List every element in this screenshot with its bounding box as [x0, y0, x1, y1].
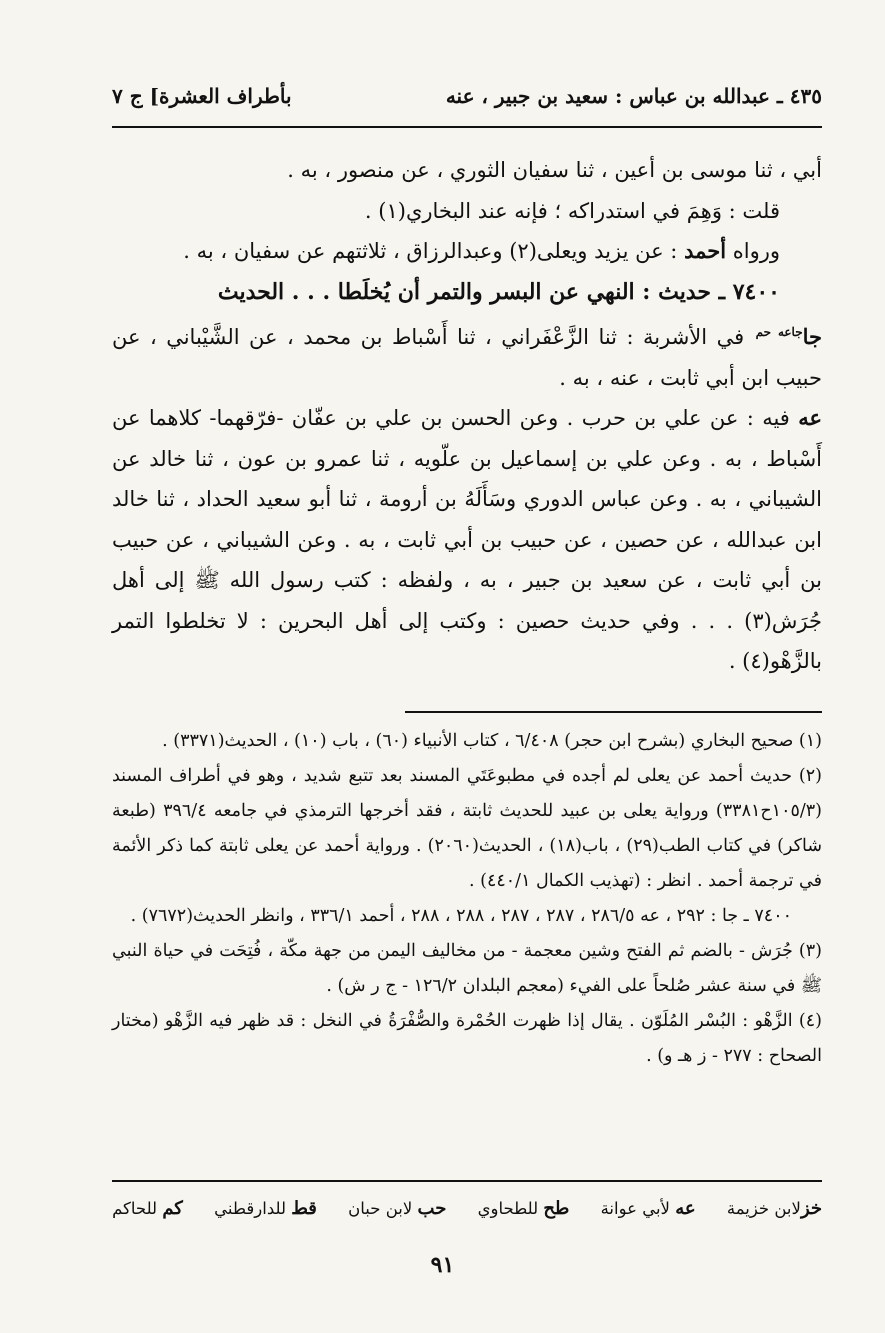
- header-rule: [112, 126, 822, 128]
- footnote: (٣) جُرَش - بالضم ثم الفتح وشين معجمة - من مخاليف اليمن من جهة مكّة ، فُتِحَت في حياة النبي ﷺ في سنة عشر صُلحاً على الفيء (معجم البلدان ١٢٦/٢ - ج ر ش) .: [112, 941, 822, 996]
- footnote: (٢) حديث أحمد عن يعلى لم أجده في مطبوعَتَي المسند بعد تتبع شديد ، وهو في أطراف المسند (١٠٥/٣ح٣٣٨١) ورواية يعلى بن عبيد للحديث ثابتة ، فقد أخرجها الترمذي في جامعه ٣٩٦/٤ (طبعة شاكر) في كتاب الطب(٢٩) ، باب(١٨) ، الحديث(٢٠٦٠) . ورواية أحمد عن يعلى ثابتة كما ذكر الأئمة في ترجمة أحمد . انظر : (تهذيب الكمال ٤٤٠/١) .: [112, 766, 822, 891]
- text-line: قلت : وَهِمَ في استدراكه ؛ فإنه عند البخاري(١) .: [364, 198, 780, 223]
- source-note: جاعه حم: [755, 325, 803, 339]
- text-segment: ورواه: [732, 239, 780, 263]
- narrator-name: أحمد: [684, 238, 727, 263]
- abbreviation-key: [112, 1193, 822, 1223]
- abbreviation-item: خزلابن خزيمة: [726, 1197, 822, 1219]
- footnote: ٧٤٠٠ ـ جا : ٢٩٢ ، عه ٢٨٦/٥ ، ٢٨٧ ، ٢٨٧ ، ٢٨٨ ، ٢٨٨ ، أحمد ٣٣٦/١ ، وانظر الحديث(٧٦٧٢) .: [130, 906, 792, 926]
- footnote: (٤) الزَّهْو : البُسْر المُلَوّن . يقال إذا ظهرت الحُمْرة والصُّفْرَةُ في النخل : قد ظهر فيه الزَّهْو (مختار الصحاح : ٢٧٧ - ز هـ و) .: [112, 1011, 822, 1066]
- header-left-text: ٤٣٥ ـ عبدالله بن عباس : سعيد بن جبير ، عنه: [445, 84, 822, 108]
- source-paragraph: [112, 312, 822, 398]
- text-segment: : عن يزيد ويعلى(٢) وعبدالرزاق ، ثلاثتهم عن سفيان ، به .: [183, 239, 678, 263]
- text-line: أبي ، ثنا موسى بن أعين ، ثنا سفيان الثوري ، عن منصور ، به .: [287, 158, 822, 182]
- text-line: [112, 231, 822, 272]
- abbreviation-item: قط للدارقطني: [214, 1197, 317, 1219]
- abbreviation-item: كم للحاكم: [112, 1197, 183, 1219]
- abbreviation-item: طح للطحاوي: [477, 1197, 570, 1219]
- source-text: في الأشربة : ثنا الزَّعْفَراني ، ثنا أَسْباط بن محمد ، عن الشَّيْباني ، عن حبيب ابن أبي ثابت ، عنه ، به .: [112, 325, 822, 390]
- running-header: [112, 76, 822, 116]
- footnotes: [112, 724, 822, 1074]
- source-paragraph: [112, 398, 822, 682]
- abbreviation-item: حب لابن حبان: [348, 1197, 447, 1219]
- source-text: فيه : عن علي بن حرب . وعن الحسن بن علي بن عفّان -فرّقهما- كلاهما عن أَسْباط ، به . وعن علي بن إسماعيل بن علّويه ، ثنا عمرو بن عون ، ثنا خالد عن الشيباني ، به . وعن عباس الدوري وسَأَلَهُ بن أرومة ، ثنا أبو سعيد الحداد ، ثنا خالد ابن عبدالله ، عن حصين ، عن حبيب بن أبي ثابت ، به . وعن الشيباني ، عن حبيب بن أبي ثابت ، عن سعيد بن جبير ، به ، ولفظه : كتب رسول الله ﷺ إلى أهل جُرَش(٣) . . . وفي حديث حصين : وكتب إلى أهل البحرين : لا تخلطوا التمر بالزَّهْو(٤) .: [112, 406, 822, 673]
- footnote: (١) صحيح البخاري (بشرح ابن حجر) ٦/٤٠٨ ، كتاب الأنبياء (٦٠) ، باب (١٠) ، الحديث(٣٣٧١) .: [162, 731, 822, 751]
- header-right-text: بأطراف العشرة] ج ٧: [112, 84, 292, 108]
- source-code: عه: [798, 405, 822, 430]
- main-text: [112, 150, 822, 682]
- abbreviation-item: عه لأبي عوانة: [600, 1197, 696, 1219]
- hadith-title: ٧٤٠٠ ـ حديث : النهي عن البسر والتمر أن يُخلَطا . . . الحديث: [217, 278, 780, 305]
- footnote-rule: [405, 711, 822, 713]
- source-code: جا: [802, 324, 822, 349]
- page-number: ٩١: [430, 1252, 455, 1278]
- bottom-rule: [112, 1180, 822, 1182]
